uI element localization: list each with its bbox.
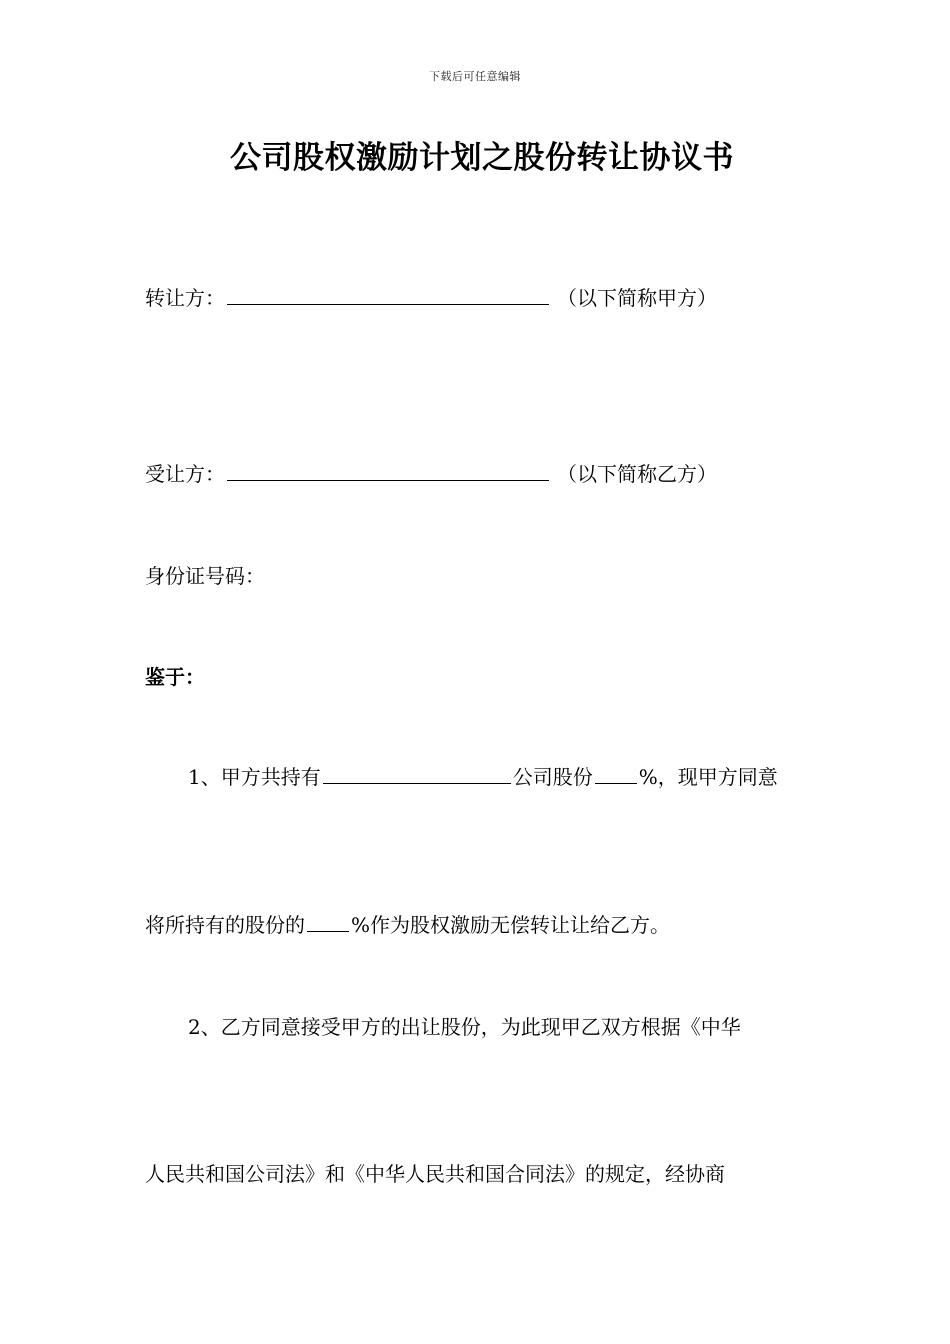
clause1-part4: 将所持有的股份的 [145,913,305,937]
transferor-line [145,284,717,312]
transferee-line [145,460,717,488]
company-name-blank[interactable] [323,763,511,784]
clause1-part5: %作为股权激励无偿转让让给乙方。 [351,913,671,937]
share-percent-blank[interactable] [595,763,637,784]
header-note: 下载后可任意编辑 [429,70,521,83]
clause1-part3: %，现甲方同意 [638,765,778,789]
transfer-percent-blank[interactable] [307,911,349,932]
transferor-name-blank[interactable] [227,284,549,305]
whereas-line [145,663,205,691]
clause2-line2: 人民共和国公司法》和《中华人民共和国合同法》的规定，经协商 [145,1162,725,1186]
whereas-label: 鉴于： [145,665,205,689]
clause1-line2 [145,911,670,939]
id-number-line [145,562,265,590]
transferor-suffix: （以下简称甲方） [557,286,717,310]
id-number-label: 身份证号码： [145,564,265,588]
transferee-label: 受让方： [145,462,225,486]
clause1-part2: 公司股份 [512,765,593,789]
transferor-label: 转让方： [145,286,225,310]
transferee-name-blank[interactable] [227,460,549,481]
clause1-part1: 1、甲方共持有 [188,765,321,789]
clause1-line1 [188,763,778,791]
document-title: 公司股权激励计划之股份转让协议书 [230,140,734,176]
clause2-line1: 2、乙方同意接受甲方的出让股份，为此现甲乙双方根据《中华 [188,1015,741,1039]
transferee-suffix: （以下简称乙方） [557,462,717,486]
